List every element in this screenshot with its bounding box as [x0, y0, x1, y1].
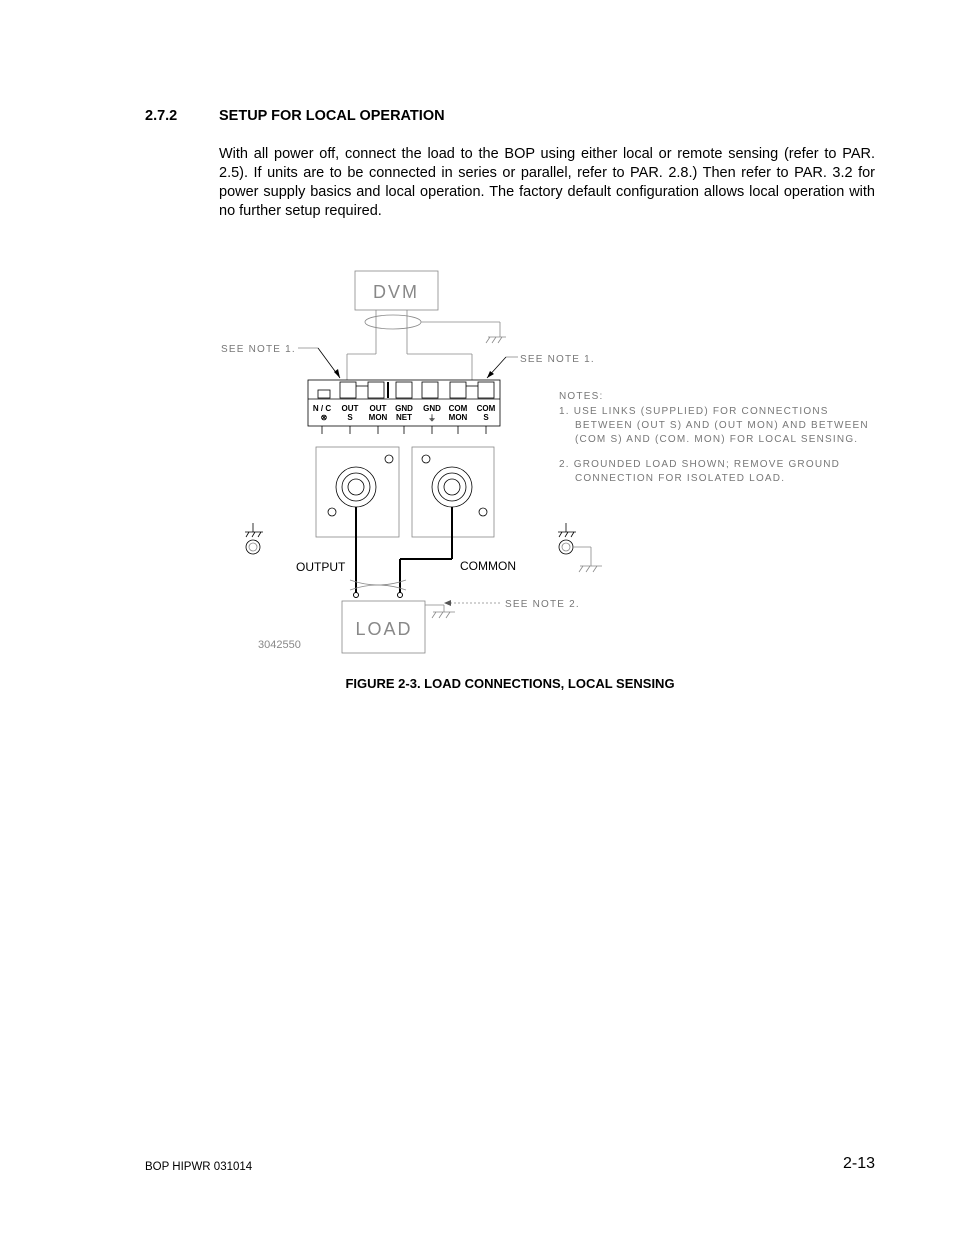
terminal-7-line2: S [483, 413, 489, 422]
ground-post-right [558, 523, 602, 572]
note-2-line-1: 2. GROUNDED LOAD SHOWN; REMOVE GROUND [559, 459, 841, 470]
terminal-5-line1: GND [423, 404, 441, 413]
note-1-line-3: (COM S) AND (COM. MON) FOR LOCAL SENSING. [575, 434, 859, 445]
see-note-2: SEE NOTE 2. [505, 599, 580, 610]
figure-caption: FIGURE 2-3. LOAD CONNECTIONS, LOCAL SENSING [345, 676, 675, 691]
terminal-3-line2: MON [368, 413, 388, 422]
terminal-6-line1: COM [448, 404, 468, 413]
section-body: With all power off, connect the load to the BOP using either local or remote sensing (refer to PAR. 2.5). If units are to be connected in series or parallel, refer to PAR. 2.8.) Then refer to PAR. 3.2 for power supply basics and local operation. The factory default configuration allows local operation with no further setup required. [219, 146, 875, 219]
output-label: OUTPUT [296, 560, 346, 574]
notes-heading: NOTES: [559, 391, 604, 402]
note-1-line-2: BETWEEN (OUT S) AND (OUT MON) AND BETWEEN [575, 420, 869, 431]
load-label: LOAD [355, 619, 413, 639]
drawing-number: 3042550 [258, 639, 301, 651]
terminal-2-line1: OUT [341, 404, 359, 413]
terminal-2-line2: S [347, 413, 353, 422]
terminal-6-line2: MON [448, 413, 468, 422]
see-note-1-left: SEE NOTE 1. [221, 344, 296, 355]
terminal-1-line2: ⊗ [320, 413, 328, 422]
footer-doc-id: BOP HIPWR 031014 [145, 1161, 253, 1173]
terminal-1-line1: N / C [312, 404, 332, 413]
terminal-4-line1: GND [395, 404, 413, 413]
dvm-label: DVM [373, 282, 419, 302]
see-note-1-right: SEE NOTE 1. [520, 354, 595, 365]
terminal-4-line2: NET [396, 413, 412, 422]
ground-post-left [245, 523, 263, 554]
terminal-5-line2: ⏚ [428, 414, 436, 423]
terminal-3-line1: OUT [369, 404, 387, 413]
terminal-7-line1: COM [476, 404, 496, 413]
section-title: SETUP FOR LOCAL OPERATION [219, 108, 445, 124]
section-number: 2.7.2 [145, 108, 178, 124]
output-plate [316, 447, 399, 537]
note-2-line-2: CONNECTION FOR ISOLATED LOAD. [575, 473, 786, 484]
cable-shield [365, 315, 421, 329]
common-label: COMMON [460, 559, 516, 573]
page-number: 2-13 [842, 1155, 875, 1172]
note-1-line-1: 1. USE LINKS (SUPPLIED) FOR CONNECTIONS [559, 406, 829, 417]
